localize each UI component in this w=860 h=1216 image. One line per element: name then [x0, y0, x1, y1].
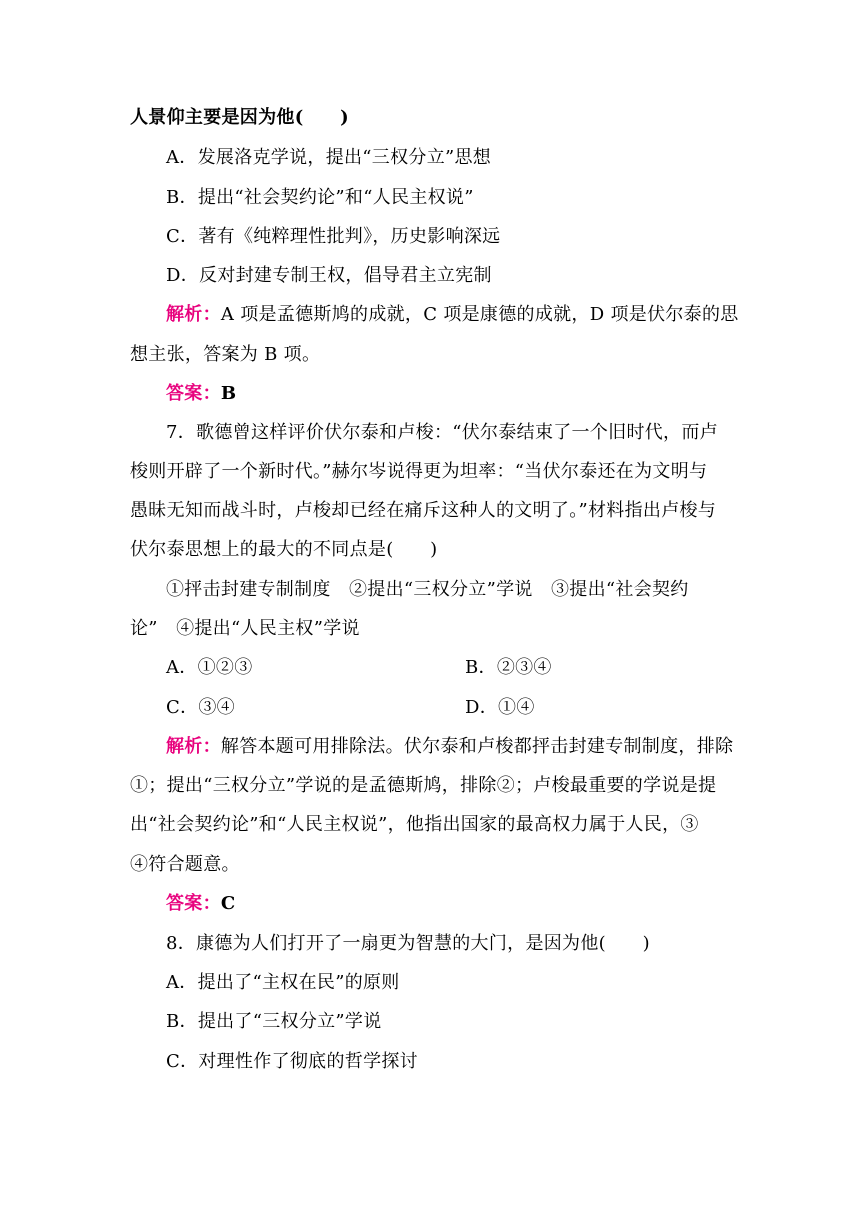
q8-stem: 8．康德为人们打开了一扇更为智慧的大门，是因为他( ) — [166, 933, 650, 954]
q7-option-d: D．①④ — [465, 697, 535, 718]
q8-option-c: C．对理性作了彻底的哲学探讨 — [166, 1051, 418, 1072]
analysis-text: 解答本题可用排除法。伏尔泰和卢梭都抨击封建专制制度，排除 — [220, 736, 734, 757]
q7-stem-line-4: 伏尔泰思想上的最大的不同点是( ) — [130, 539, 438, 560]
q7-analysis-line-2: ①；提出“三权分立”学说的是孟德斯鸠，排除②；卢梭最重要的学说是提 — [130, 775, 717, 796]
q7-stem-line-3: 愚昧无知而战斗时，卢梭却已经在痛斥这种人的文明了。”材料指出卢梭与 — [130, 500, 717, 521]
answer-value: C — [220, 893, 236, 914]
q6-answer — [166, 382, 236, 406]
q7-option-b: B．②③④ — [465, 657, 552, 678]
q6-option-b: B．提出“社会契约论”和“人民主权说” — [166, 187, 474, 208]
q8-option-a: A．提出了“主权在民”的原则 — [166, 972, 400, 993]
q6-option-c: C．著有《纯粹理性批判》，历史影响深远 — [166, 226, 501, 247]
q7-option-c: C．③④ — [166, 697, 235, 718]
q6-option-d: D．反对封建专制王权，倡导君主立宪制 — [166, 265, 492, 286]
q7-items-line-1: ①抨击封建专制制度 ②提出“三权分立”学说 ③提出“社会契约 — [166, 579, 689, 600]
q7-analysis-line-1 — [166, 735, 733, 759]
q7-analysis-line-4: ④符合题意。 — [130, 854, 240, 875]
analysis-label: 解析： — [166, 736, 221, 757]
q7-analysis-line-3: 出“社会契约论”和“人民主权说”，他指出国家的最高权力属于人民，③ — [130, 814, 699, 835]
q8-option-b: B．提出了“三权分立”学说 — [166, 1011, 382, 1032]
q6-analysis-line-1 — [166, 303, 739, 327]
answer-value: B — [220, 383, 237, 404]
q7-stem-line-2: 梭则开辟了一个新时代。”赫尔岑说得更为坦率：“当伏尔泰还在为文明与 — [130, 461, 708, 482]
answer-label: 答案： — [166, 383, 221, 404]
q7-answer — [166, 892, 236, 916]
q7-items-line-2: 论” ④提出“人民主权”学说 — [130, 618, 360, 639]
q7-option-a: A．①②③ — [166, 657, 253, 678]
analysis-text: A 项是孟德斯鸠的成就，C 项是康德的成就，D 项是伏尔泰的思 — [220, 304, 739, 325]
analysis-label: 解析： — [166, 304, 221, 325]
q7-stem-line-1: 7．歌德曾这样评价伏尔泰和卢梭：“伏尔泰结束了一个旧时代，而卢 — [166, 422, 718, 443]
q6-stem-tail: 人景仰主要是因为他( ) — [130, 107, 349, 128]
answer-label: 答案： — [166, 893, 221, 914]
q6-analysis-line-2: 想主张，答案为 B 项。 — [130, 344, 321, 365]
q6-option-a: A．发展洛克学说，提出“三权分立”思想 — [166, 147, 492, 168]
